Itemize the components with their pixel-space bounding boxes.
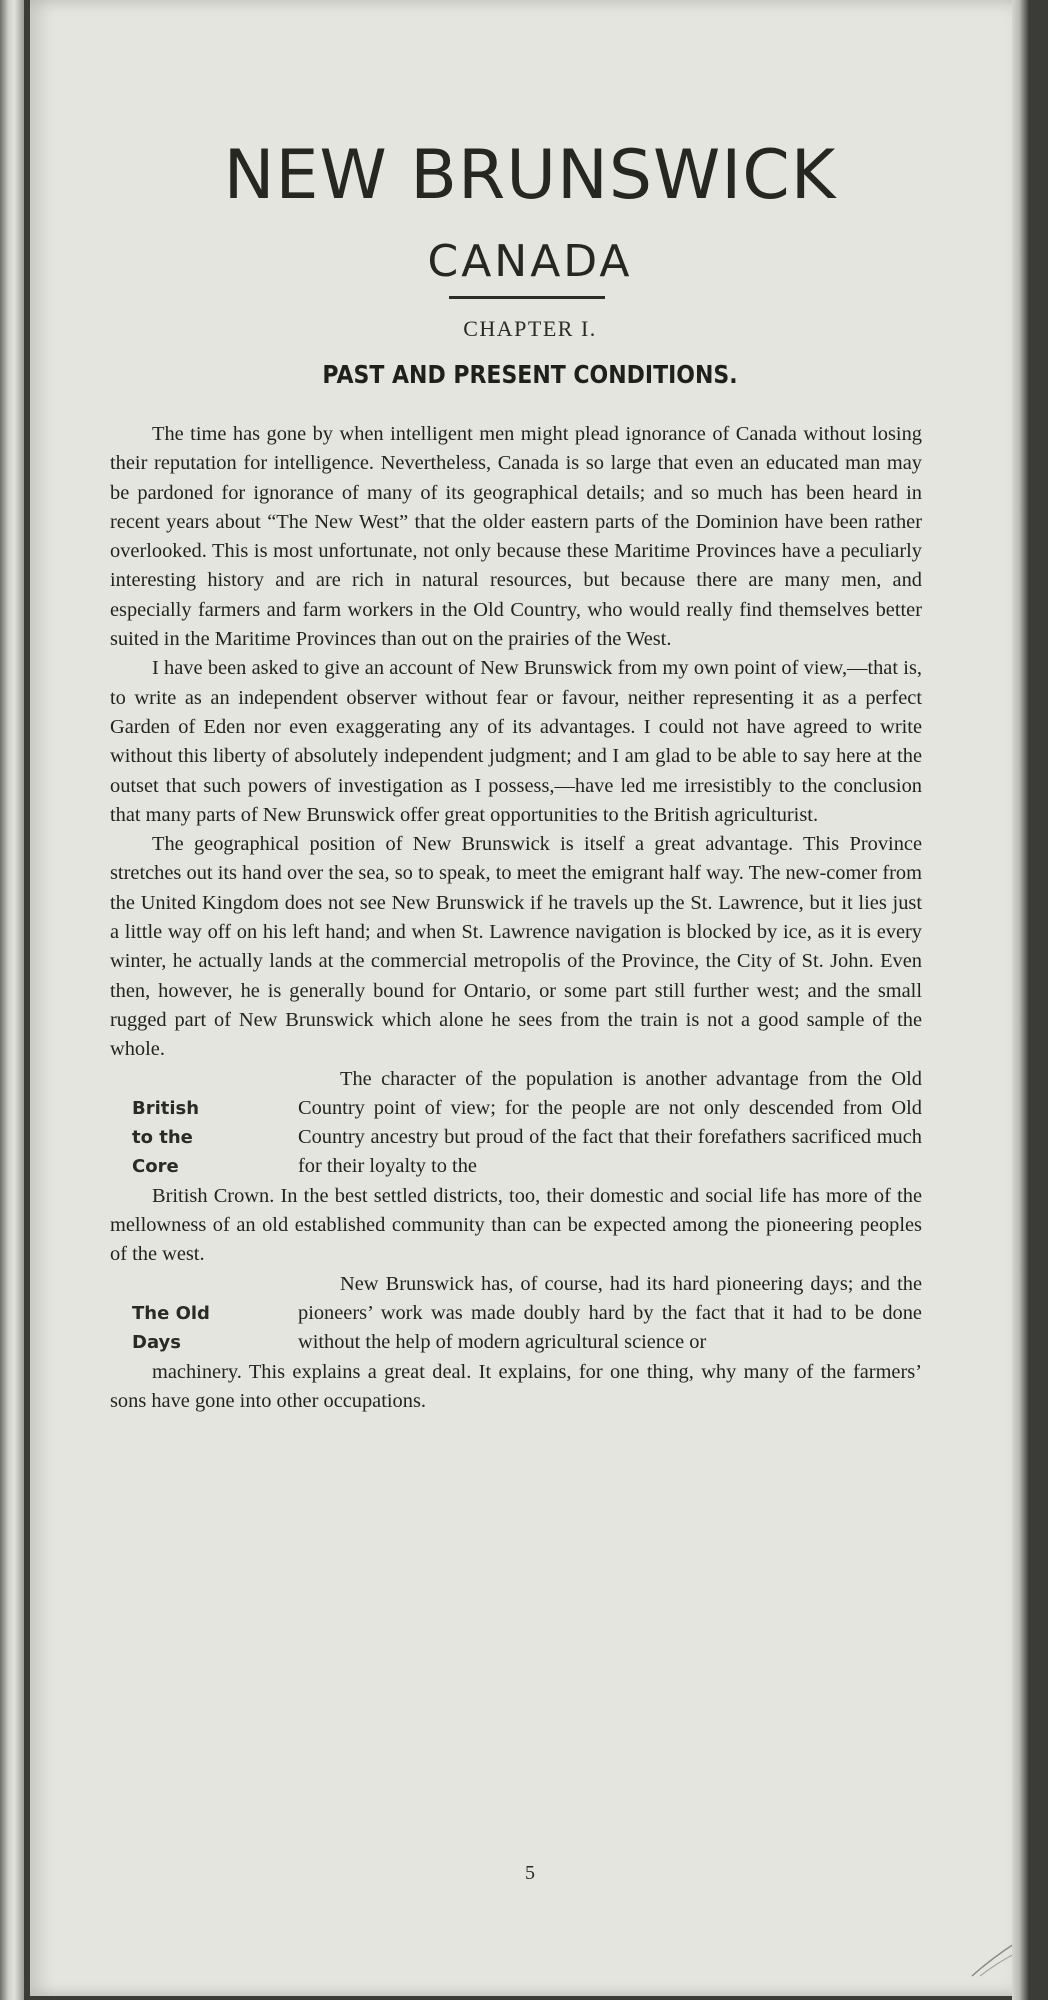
book-title: NEW BRUNSWICK (223, 136, 837, 215)
facing-page-edge (0, 0, 24, 2000)
margin-note-line: British (132, 1097, 200, 1119)
margin-note (110, 1065, 298, 1182)
paragraph: The geographical position of New Brunswick is itself a great advantage. This Province stretches out its hand over the sea, so to speak, to meet the emigrant half way. The new-comer from the United Kingdom does not see New Brunswick if he travels up the St. Lawrence, but it lies just a little way off on his left hand; and when St. Lawrence navigation is blocked by ice, as it is every winter, he actually lands at the commercial metropolis of the Province, the City of St. John. Even then, however, he is generally bound for Ontario, or some part still further west; and the small rugged part of New Brunswick which alone he sees from the train is not a good sample of the whole. (110, 833, 922, 1061)
body-text (110, 420, 922, 1416)
section-british-to-the-core (110, 1065, 922, 1182)
paragraph: I have been asked to give an account of New Brunswick from my own point of view,—that is, to write as an independent observer without fear or favour, neither representing it as a perfect Garden of Eden nor even exaggerating any of its advantages. I could not have agreed to write without this liberty of absolutely independent judgment; and I am glad to be able to say here at the outset that such powers of investigation as I possess,—have led me irresistibly to the conclusion that many parts of New Brunswick offer great opportunities to the British agriculturist. (110, 657, 922, 826)
margin-note (110, 1270, 298, 1358)
margin-note-line: to the (132, 1126, 193, 1148)
section-text: The character of the population is another advantage from the Old Country point of view; for the people are not only descended from Old Country ancestry but proud of the fact that their forefathers sacrificed much for their loyalty to the (298, 1067, 922, 1178)
margin-note-line: The Old (132, 1302, 210, 1324)
page-edge (1012, 0, 1030, 2000)
section-continuation: machinery. This explains a great deal. It explains, for one thing, why many of the farmers’ sons have gone into other occupations. (110, 1360, 922, 1412)
title-rule (449, 296, 605, 299)
paragraph: The time has gone by when intelligent men might plead ignorance of Canada without losing their reputation for intelligence. Nevertheless, Canada is so large that even an educated man may be pardoned for ignorance of many of its geographical details; and so much has been heard in recent years about “The New West” that the older eastern parts of the Dominion have been rather overlooked. This is most unfortunate, not only because these Maritime Provinces have a peculiarly interesting history and are rich in natural resources, but because there are many men, and especially farmers and farm workers in the Old Country, who would really find themselves better suited in the Maritime Provinces than out on the prairies of the West. (110, 423, 922, 651)
chapter-heading: PAST AND PRESENT CONDITIONS. (322, 360, 738, 389)
book-subtitle: CANADA (427, 236, 633, 287)
section-continuation: British Crown. In the best settled districts, too, their domestic and social life has more of the mellowness of an old established community than can be expected among the pioneering peoples of the west. (110, 1184, 922, 1266)
page-number: 5 (525, 1862, 535, 1884)
chapter-label: CHAPTER I. (463, 316, 597, 341)
margin-note-line: Core (132, 1156, 179, 1178)
section-text: New Brunswick has, of course, had its hard pioneering days; and the pioneers’ work was made doubly hard by the fact that it had to be done without the help of modern agricultural science or (298, 1272, 922, 1354)
section-the-old-days (110, 1270, 922, 1358)
margin-note-line: Days (132, 1331, 181, 1353)
book-page (30, 0, 1030, 1996)
